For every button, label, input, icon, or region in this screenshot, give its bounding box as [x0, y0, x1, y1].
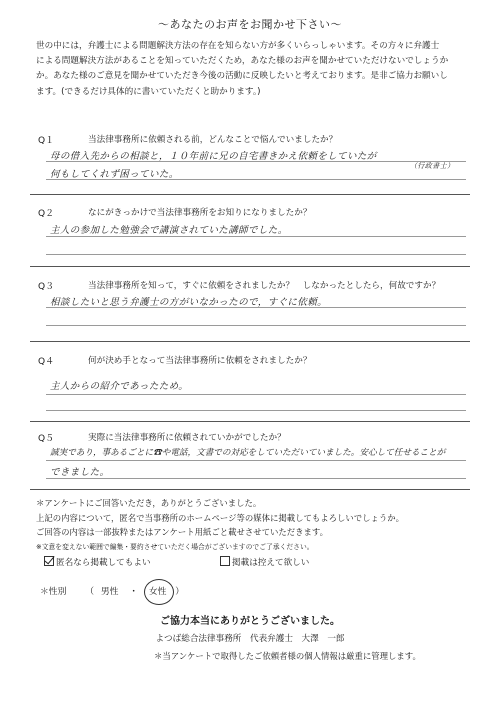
question-4-text: 何が決め手となって当法律事務所に依頼をされましたか？: [88, 356, 312, 366]
question-2-text: なにがきっかけで当法律事務所をお知りになりましたか？: [88, 208, 312, 218]
question-2-answer-line: 主人の参加した勉強会で講演されていた講師でした。: [50, 225, 288, 236]
intro-line: 世の中には，弁護士による問題解決方法の存在を知らない方が多くいらっしゃいます。その方々に弁護士: [36, 41, 440, 51]
gender-option-male[interactable]: 男性: [100, 587, 119, 597]
selected-circle-icon: [144, 579, 174, 605]
consent-option-ng[interactable]: [220, 556, 309, 568]
question-1-text: 当法律事務所に依頼される前，どんなことで悩んでいましたか？: [88, 135, 338, 145]
question-1-answer-line: 母の借入先からの相談と，１０年前に兄の自宅書きかえ依頼をしていたが: [50, 151, 377, 162]
notes-block: [36, 496, 476, 554]
gender-separator: ・: [129, 587, 139, 597]
answer-rule: [46, 410, 466, 411]
answer-rule: [46, 236, 466, 237]
notes-thanks: ＊アンケートにご回答いただき，ありがとうございました。: [36, 498, 262, 508]
question-5-answer-line: 誠実であり，事あるごとに☎や電話，文書での対応をしていただいていました。安心して任せることが: [50, 448, 446, 458]
notes-edit-disclaimer: ※文意を変えない範囲で編集・要約させていただく場合がございますのでご了承ください。: [36, 542, 314, 551]
section-divider: [30, 266, 470, 267]
question-3-text: 当法律事務所を知って，すぐに依頼をされましたか？ しなかったとしたら，何故ですか？: [88, 281, 441, 291]
gender-option-female[interactable]: [149, 587, 167, 597]
gender-label: ＊性別: [40, 587, 67, 597]
section-divider: [30, 421, 470, 422]
page-title: ～あなたのお声をお聞かせ下さい～: [158, 18, 342, 31]
notes-consent-question: 上記の内容について，匿名で当事務所のホームページ等の媒体に掲載してもよろしいでしょうか。: [36, 512, 404, 523]
section-divider: [30, 194, 470, 195]
question-1-answer-note: （行政書士）: [410, 162, 455, 170]
gender-paren-open: （: [85, 587, 95, 597]
section-divider: [30, 489, 470, 490]
intro-paragraph: [36, 39, 476, 100]
consent-option-ok[interactable]: [44, 556, 151, 568]
answer-rule: [46, 179, 466, 180]
question-4-answer-line: 主人からの紹介であったため。: [50, 381, 189, 392]
question-4-number: Q４: [38, 357, 55, 367]
notes-excerpt-info: ご回答の内容は一部抜粋またはアンケート用紙ごと載せさせていただきます。: [36, 527, 328, 538]
checkbox-checked-icon[interactable]: [44, 556, 54, 566]
question-1-number: Q１: [38, 136, 55, 146]
question-3-number: Q３: [38, 282, 55, 292]
question-3-answer-line: 相談したいと思う弁護士の方がいなかったので，すぐに依頼。: [50, 297, 328, 308]
gender-paren-close: ）: [175, 587, 185, 597]
answer-rule: [46, 161, 466, 162]
answer-rule: [46, 394, 466, 395]
gender-field: [40, 584, 184, 597]
gender-option-female-label: 女性: [148, 587, 167, 597]
answer-rule: [46, 307, 466, 308]
answer-rule: [46, 460, 466, 461]
question-5-number: Q５: [38, 434, 55, 444]
intro-line: ます。(できるだけ具体的に書いていただくと助かります。): [36, 86, 261, 97]
section-divider: [30, 341, 470, 342]
footer-privacy-note: ＊当アンケートで取得したご依頼者様の個人情報は厳重に管理します。: [154, 651, 421, 661]
question-1-answer-line: 何もしてくれず困っていた。: [50, 169, 179, 180]
checkbox-empty-icon[interactable]: [220, 556, 230, 566]
answer-rule: [46, 254, 466, 255]
answer-rule: [46, 325, 466, 326]
answer-rule: [46, 478, 466, 479]
question-2-number: Q２: [38, 209, 55, 219]
intro-line: による問題解決方法があることを知っていただくため，あなた様のお声を聞かせていただけないでしょうか: [36, 56, 449, 67]
consent-option-ok-label: 匿名なら掲載してもよい: [56, 558, 151, 568]
question-5-text: 実際に当法律事務所に依頼されていかがでしたか？: [88, 433, 286, 443]
consent-option-ng-label: 掲載は控えて欲しい: [232, 558, 310, 568]
question-5-answer-line: できました。: [50, 467, 110, 478]
intro-line: か。あなた様のご意見を聞かせていただき今後の活動に反映したいと考えております。是非ご協力お願いし: [36, 71, 448, 82]
footer-thanks: ご協力本当にありがとうございました。: [160, 616, 340, 627]
footer-office: よつば総合法律事務所 代表弁護士 大澤 一郎: [155, 634, 345, 644]
